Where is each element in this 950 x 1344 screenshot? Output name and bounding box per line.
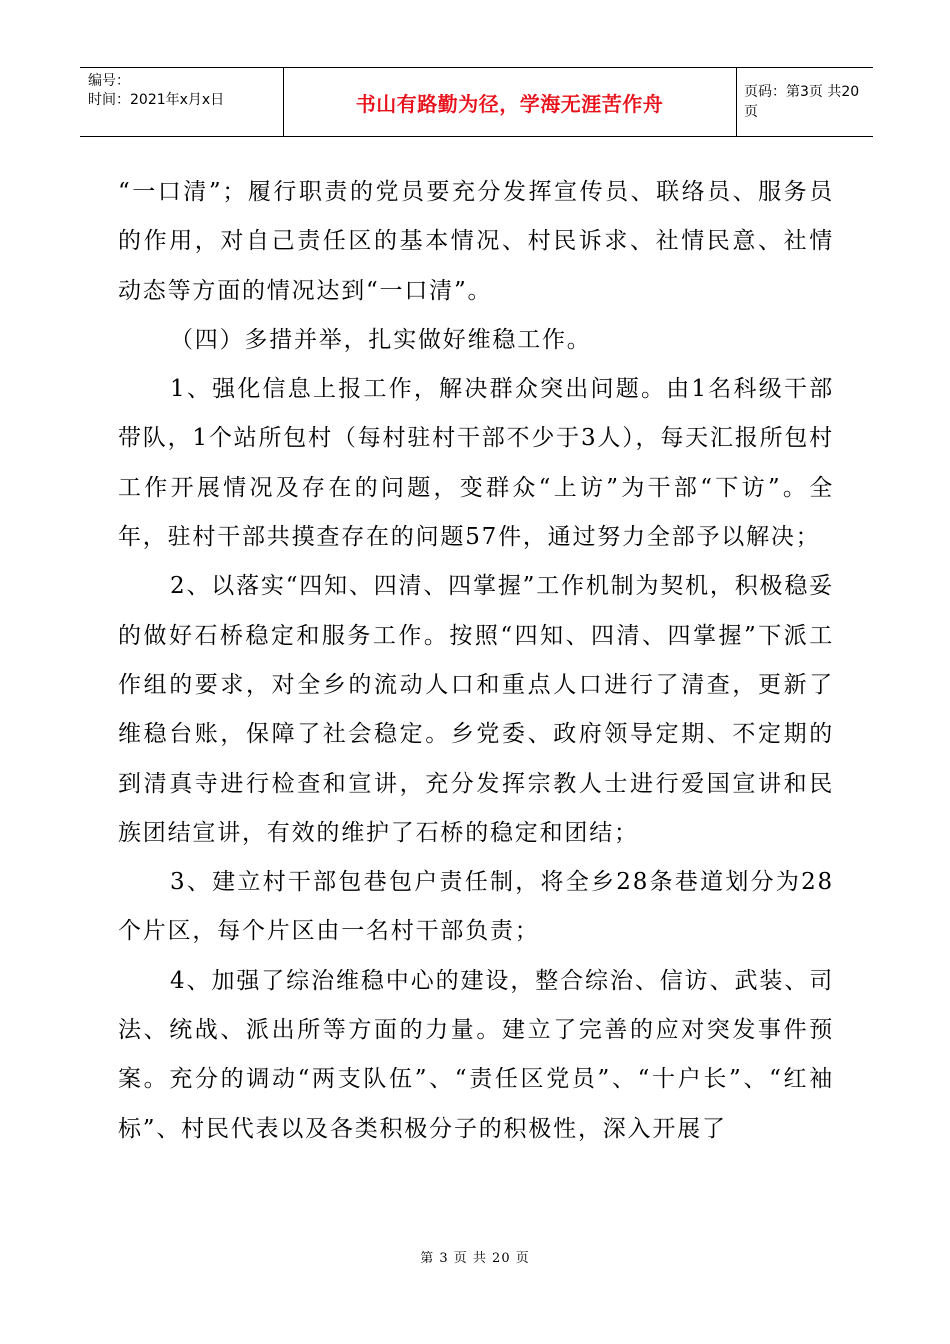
paragraph: 4、加强了综治维稳中心的建设，整合综治、信访、武装、司法、统战、派出所等方面的力量。建立了完善的应对突发事件预案。充分的调动“两支队伍”、“责任区党员”、“十户长”、“红袖标”、村民代表以及各类积极分子的积极性，深入开展了 — [118, 967, 834, 1142]
page-header — [80, 67, 873, 137]
header-motto-cell — [283, 68, 737, 136]
paragraph: 2、以落实“四知、四清、四掌握”工作机制为契机，积极稳妥的做好石桥稳定和服务工作。按照“四知、四清、四掌握”下派工作组的要求，对全乡的流动人口和重点人口进行了清查，更新了维稳台账，保障了社会稳定。乡党委、政府领导定期、不定期的到清真寺进行检查和宣讲，充分发挥宗教人士进行爱国宣讲和民族团结宣讲，有效的维护了石桥的稳定和团结； — [118, 573, 834, 846]
time-label: 时间：2021年x月x日 — [88, 92, 225, 108]
header-page-cell — [736, 68, 873, 136]
page-footer: 第 3 页 共 20 页 — [420, 1251, 530, 1266]
paragraph: 3、建立村干部包巷包户责任制，将全乡28条巷道划分为28个片区，每个片区由一名村干部负责； — [118, 869, 834, 945]
section-heading: （四）多措并举，扎实做好维稳工作。 — [170, 326, 592, 353]
paragraph: “一口清”；履行职责的党员要充分发挥宣传员、联络员、服务员的作用，对自己责任区的基本情况、村民诉求、社情民意、社情动态等方面的情况达到“一口清”。 — [118, 179, 834, 304]
header-meta-cell — [80, 68, 284, 136]
number-label: 编号： — [88, 73, 130, 89]
page-label: 页码：第3页 共20页 — [744, 84, 860, 120]
document-body — [118, 168, 834, 1154]
paragraph: 1、强化信息上报工作，解决群众突出问题。由1名科级干部带队，1个站所包村（每村驻村干部不少于3人），每天汇报所包村工作开展情况及存在的问题，变群众“上访”为干部“下访”。全年，驻村干部共摸查存在的问题57件，通过努力全部予以解决； — [118, 376, 834, 551]
motto-text: 书山有路勤为径，学海无涯苦作舟 — [355, 91, 664, 116]
